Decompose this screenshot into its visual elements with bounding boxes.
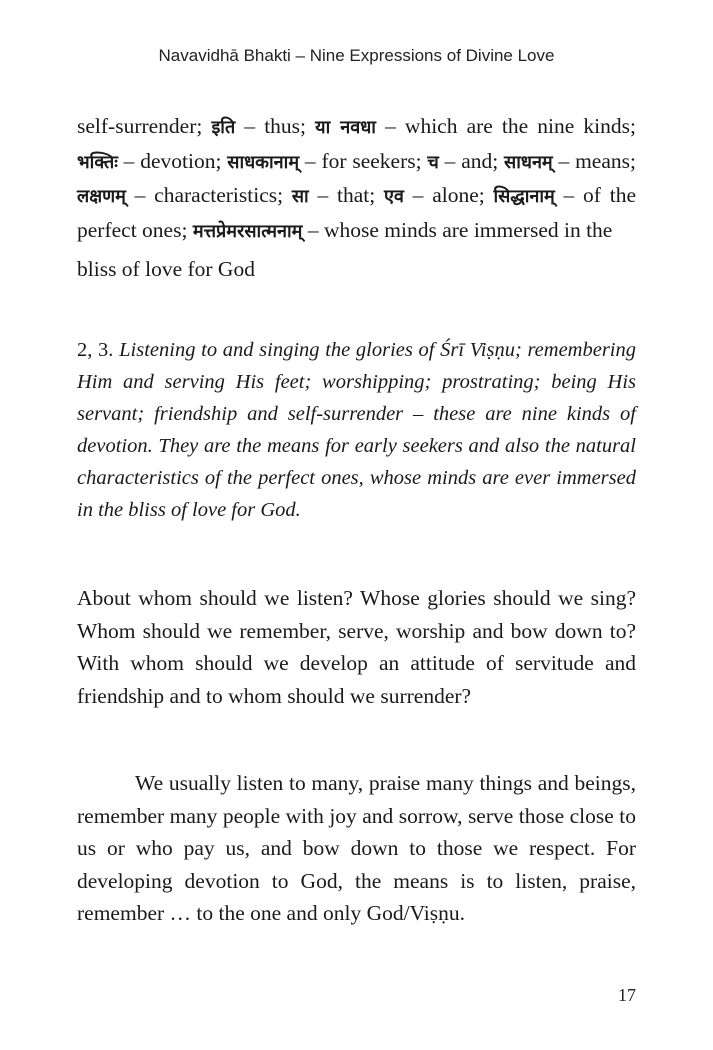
verse-translation bbox=[77, 334, 636, 526]
sanskrit-term: साधकानाम् bbox=[227, 151, 300, 173]
glossary-text: self-surrender; इति – thus; या नवधा – which are the nine kinds; भक्तिः – devotion; साधकानाम् – for seekers; च – and; साधनम् – means; लक्षणम् – characteristics; सा – that; एव – alone; सिद्धानाम् – of the perfect ones; मत्तप्रेमरसात्मनाम् – whose minds are immersed in the bbox=[77, 114, 636, 242]
body-paragraph: We usually listen to many, praise many things and beings, remember many people with joy and sorrow, serve those close to us or who pay us, and bow down to those we respect. For developing devotion to God, the means is to listen, praise, remember … to the one and only God/Viṣṇu. bbox=[77, 771, 636, 925]
page-number: 17 bbox=[618, 985, 636, 1005]
sanskrit-term: इति bbox=[211, 117, 236, 138]
sanskrit-term: मत्तप्रेमरसात्मनाम् bbox=[192, 220, 303, 242]
sanskrit-term: च bbox=[427, 151, 439, 173]
sanskrit-term: सा bbox=[291, 186, 309, 207]
running-header: Navavidhā Bhakti – Nine Expressions of Divine Love bbox=[158, 46, 555, 65]
verse-number: 2, 3. bbox=[77, 339, 114, 361]
sanskrit-term: भक्तिः bbox=[77, 151, 118, 173]
sanskrit-term: एव bbox=[383, 186, 404, 207]
word-glossary bbox=[77, 110, 636, 286]
sanskrit-term: या नवधा bbox=[315, 117, 376, 138]
sanskrit-term: सिद्धानाम् bbox=[493, 186, 555, 207]
glossary-last-line: bliss of love for God bbox=[77, 257, 255, 281]
verse-text: Listening to and singing the glories of Śrī Viṣṇu; remembering Him and serving His feet; worshipping; prostrating; being His servant; friendship and self-surrender – these are nine kinds of devotion. They are the means for early seekers and also the natural characteristics of the perfect ones, whose minds are ever immersed in the bliss of love for God. bbox=[77, 339, 637, 521]
sanskrit-term: साधनम् bbox=[504, 151, 553, 173]
question-paragraph: About whom should we listen? Whose glories should we sing? Whom should we remember, serve, worship and bow down to? With whom should we develop an attitude of servitude and friendship and to whom should we surrender? bbox=[77, 586, 636, 708]
sanskrit-term: लक्षणम् bbox=[77, 186, 126, 207]
